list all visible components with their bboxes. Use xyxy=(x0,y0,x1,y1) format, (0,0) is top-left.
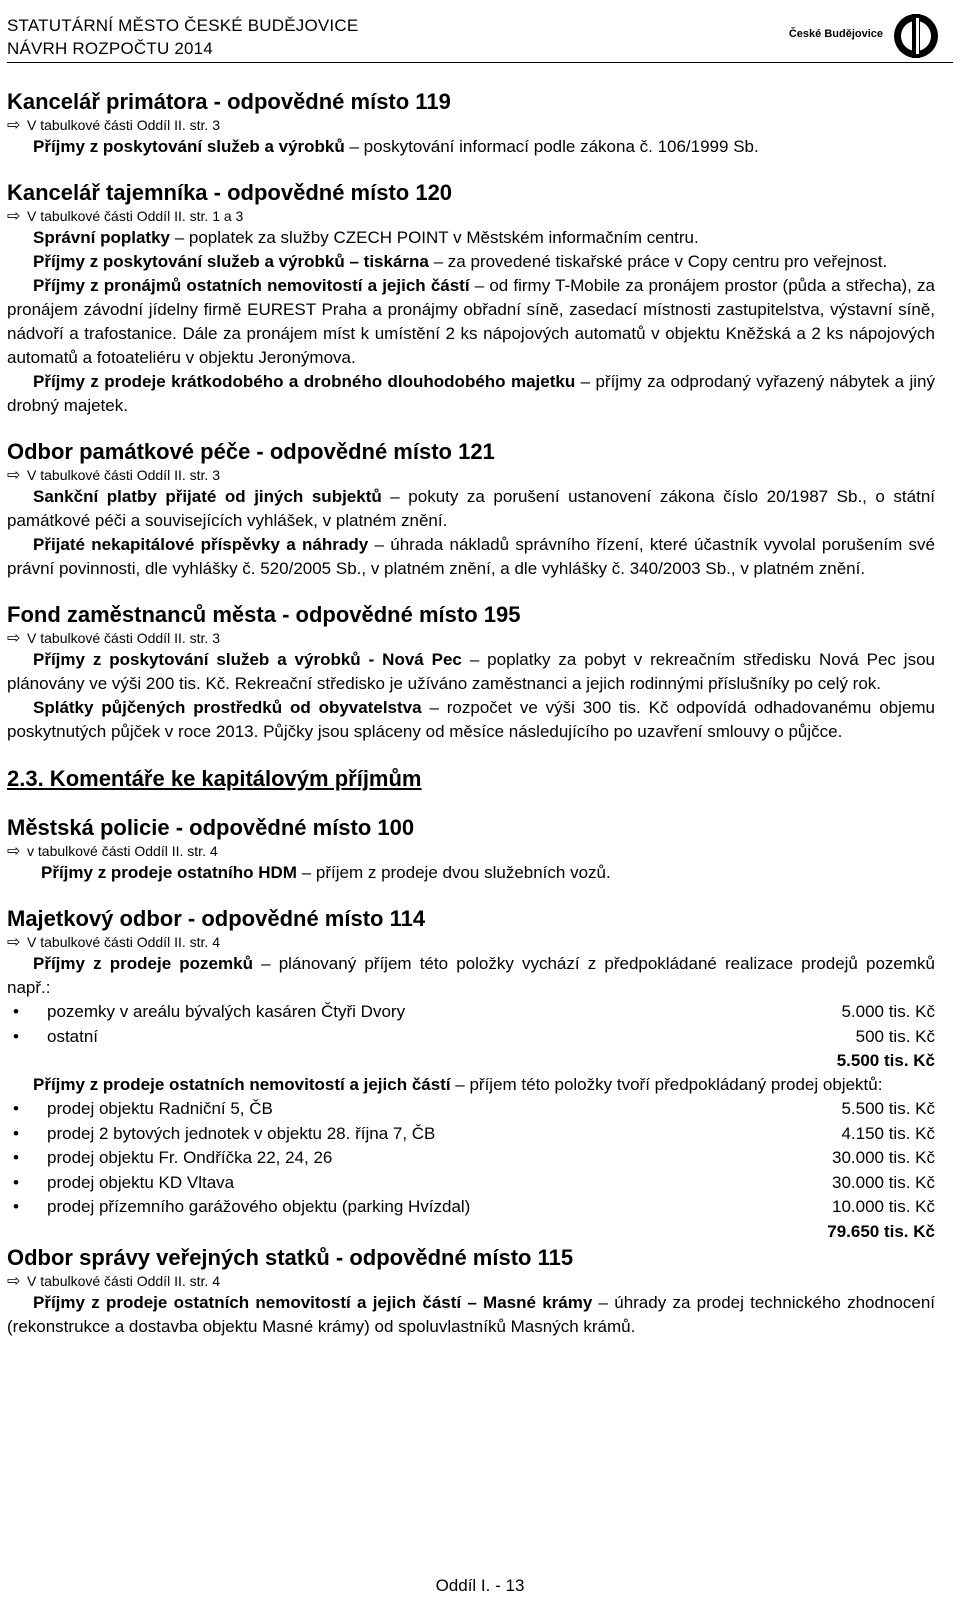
arrow-right-icon: ⇨ xyxy=(7,208,21,225)
arrow-right-icon: ⇨ xyxy=(7,1272,21,1290)
bullet-icon: • xyxy=(13,1123,19,1143)
paragraph: Splátky půjčených prostředků od obyvatelstva – rozpočet ve výši 300 tis. Kč odpovídá odhadovanému objemu poskytnutých půjček v roce 2013. Půjčky jsou spláceny od měsíce následujícího po uzavření smlouvy o půjčce. xyxy=(7,698,935,741)
list-item: • ostatní 500 tis. Kč xyxy=(7,1025,935,1050)
total-amount: 5.500 tis. Kč xyxy=(836,1051,935,1070)
paragraph: Příjmy z pronájmů ostatních nemovitostí a jejich částí – od firmy T-Mobile za pronájem prostor (půda a střecha), za pronájem závodní jídelny firmě EUREST Praha a pronájmy obřadní síně, zasedací místnosti zastupitelstva, výstavní síně, nádvoří a trafostanice. Dále za pronájem míst k umístění 2 ks nápojových automatů v objektu Kněžská a 2 ks nápojových automatů a fotoateliéru v objektu Jeronýmova. xyxy=(7,276,936,367)
paragraph: Příjmy z prodeje ostatního HDM – příjem z prodeje dvou služebních vozů. xyxy=(41,863,611,882)
section-title-120: Kancelář tajemníka - odpovědné místo 120 xyxy=(7,180,453,205)
list-item: • prodej objektu Fr. Ondříčka 22, 24, 26 30.000 tis. Kč xyxy=(7,1146,935,1171)
bullet-icon: • xyxy=(13,1002,19,1021)
paragraph: Sankční platby přijaté od jiných subjektů – pokuty za porušení ustanovení zákona číslo 20/1987 Sb., o státní památkové péči a souvisejících vyhlášek, v platném znění. xyxy=(7,487,936,530)
list-item: • pozemky v areálu bývalých kasáren Čtyři Dvory 5.000 tis. Kč xyxy=(7,1000,935,1025)
table-reference: ⇨ V tabulkové části Oddíl II. str. 3 xyxy=(7,630,220,647)
bullet-icon: • xyxy=(13,1172,19,1192)
total-amount: 79.650 tis. Kč xyxy=(827,1221,935,1241)
paragraph: Příjmy z poskytování služeb a výrobků - Nová Pec – poplatky za pobyt v rekreačním středisku Nová Pec jsou plánovány ve výši 200 tis. Kč. Rekreační středisko je užíváno zaměstnanci a jejich rodinnými příslušníky po celý rok. xyxy=(7,650,935,693)
header-rule xyxy=(7,62,953,63)
paragraph: Příjmy z prodeje krátkodobého a drobného dlouhodobého majetku – příjmy za odprodaný vyřazený nábytek a jiný drobný majetek. xyxy=(7,372,935,415)
list-item: • prodej objektu KD Vltava 30.000 tis. Kč xyxy=(7,1171,935,1196)
logo-mark-icon xyxy=(891,12,941,60)
document-body xyxy=(7,88,935,1339)
paragraph: Příjmy z poskytování služeb a výrobků – tiskárna – za provedené tiskařské práce v Copy centru pro veřejnost. xyxy=(33,252,888,271)
section-title-100: Městská policie - odpovědné místo 100 xyxy=(7,815,415,840)
section-title-119: Kancelář primátora - odpovědné místo 119 xyxy=(7,89,451,114)
arrow-right-icon: ⇨ xyxy=(7,630,21,647)
table-reference: ⇨ V tabulkové části Oddíl II. str. 1 a 3 xyxy=(7,208,244,225)
logo-city-name: České Budějovice xyxy=(788,28,883,40)
header-document-title: NÁVRH ROZPOČTU 2014 xyxy=(7,39,213,58)
bullet-icon: • xyxy=(13,1148,19,1167)
list-item: • prodej přízemního garážového objektu (parking Hvízdal) 10.000 tis. Kč xyxy=(7,1195,935,1220)
arrow-right-icon: ⇨ xyxy=(7,934,21,951)
bullet-icon: • xyxy=(13,1197,19,1216)
header-city-title: STATUTÁRNÍ MĚSTO ČESKÉ BUDĚJOVICE xyxy=(7,16,359,35)
section-title-115: Odbor správy veřejných statků - odpovědné místo 115 xyxy=(7,1244,574,1270)
table-reference: ⇨ V tabulkové části Oddíl II. str. 4 xyxy=(7,1272,220,1290)
city-logo xyxy=(788,12,941,60)
paragraph: Příjmy z prodeje pozemků – plánovaný příjem této položky vychází z předpokládané realizace prodejů pozemků např.: xyxy=(7,954,935,997)
paragraph: Příjmy z prodeje ostatních nemovitostí a jejich částí – příjem této položky tvoří předpokládaný prodej objektů: xyxy=(33,1075,883,1094)
land-sale-list xyxy=(7,1000,935,1049)
paragraph: Přijaté nekapitálové příspěvky a náhrady – úhrada nákladů správního řízení, které účastník vyvolal porušením své právní povinnosti, dle vyhlášky č. 520/2005 Sb., v platném znění, a dle vyhlášky č. 340/2003 Sb., v platném znění. xyxy=(7,535,935,578)
table-reference: ⇨ V tabulkové části Oddíl II. str. 4 xyxy=(7,934,220,951)
table-reference: ⇨ V tabulkové části Oddíl II. str. 3 xyxy=(7,467,220,484)
table-reference: ⇨ v tabulkové části Oddíl II. str. 4 xyxy=(7,843,218,860)
page-footer: Oddíl I. - 13 xyxy=(435,1576,525,1595)
section-title-195: Fond zaměstnanců města - odpovědné místo 195 xyxy=(7,602,521,627)
paragraph: Příjmy z prodeje ostatních nemovitostí a jejich částí – Masné krámy – úhrady za prodej technického zhodnocení (rekonstrukce a dostavba objektu Masné krámy) od spoluvlastníků Masných krámů. xyxy=(7,1292,935,1336)
section-title-114: Majetkový odbor - odpovědné místo 114 xyxy=(7,906,426,931)
section-title-121: Odbor památkové péče - odpovědné místo 121 xyxy=(7,439,495,464)
list-item: • prodej 2 bytových jednotek v objektu 28. října 7, ČB 4.150 tis. Kč xyxy=(7,1122,935,1147)
paragraph: Příjmy z poskytování služeb a výrobků – poskytování informací podle zákona č. 106/1999 Sb. xyxy=(33,137,759,156)
bullet-icon: • xyxy=(13,1099,19,1118)
bullet-icon: • xyxy=(13,1026,19,1046)
table-reference: ⇨ V tabulkové části Oddíl II. str. 3 xyxy=(7,117,220,134)
list-item: • prodej objektu Radniční 5, ČB 5.500 tis. Kč xyxy=(7,1097,935,1122)
arrow-right-icon: ⇨ xyxy=(7,467,21,484)
paragraph: Správní poplatky – poplatek za služby CZECH POINT v Městském informačním centru. xyxy=(33,228,699,247)
chapter-heading: 2.3. Komentáře ke kapitálovým příjmům xyxy=(7,766,422,791)
property-sale-list xyxy=(7,1097,935,1220)
page-header xyxy=(7,12,953,74)
arrow-right-icon: ⇨ xyxy=(7,843,21,860)
arrow-right-icon: ⇨ xyxy=(7,117,21,134)
